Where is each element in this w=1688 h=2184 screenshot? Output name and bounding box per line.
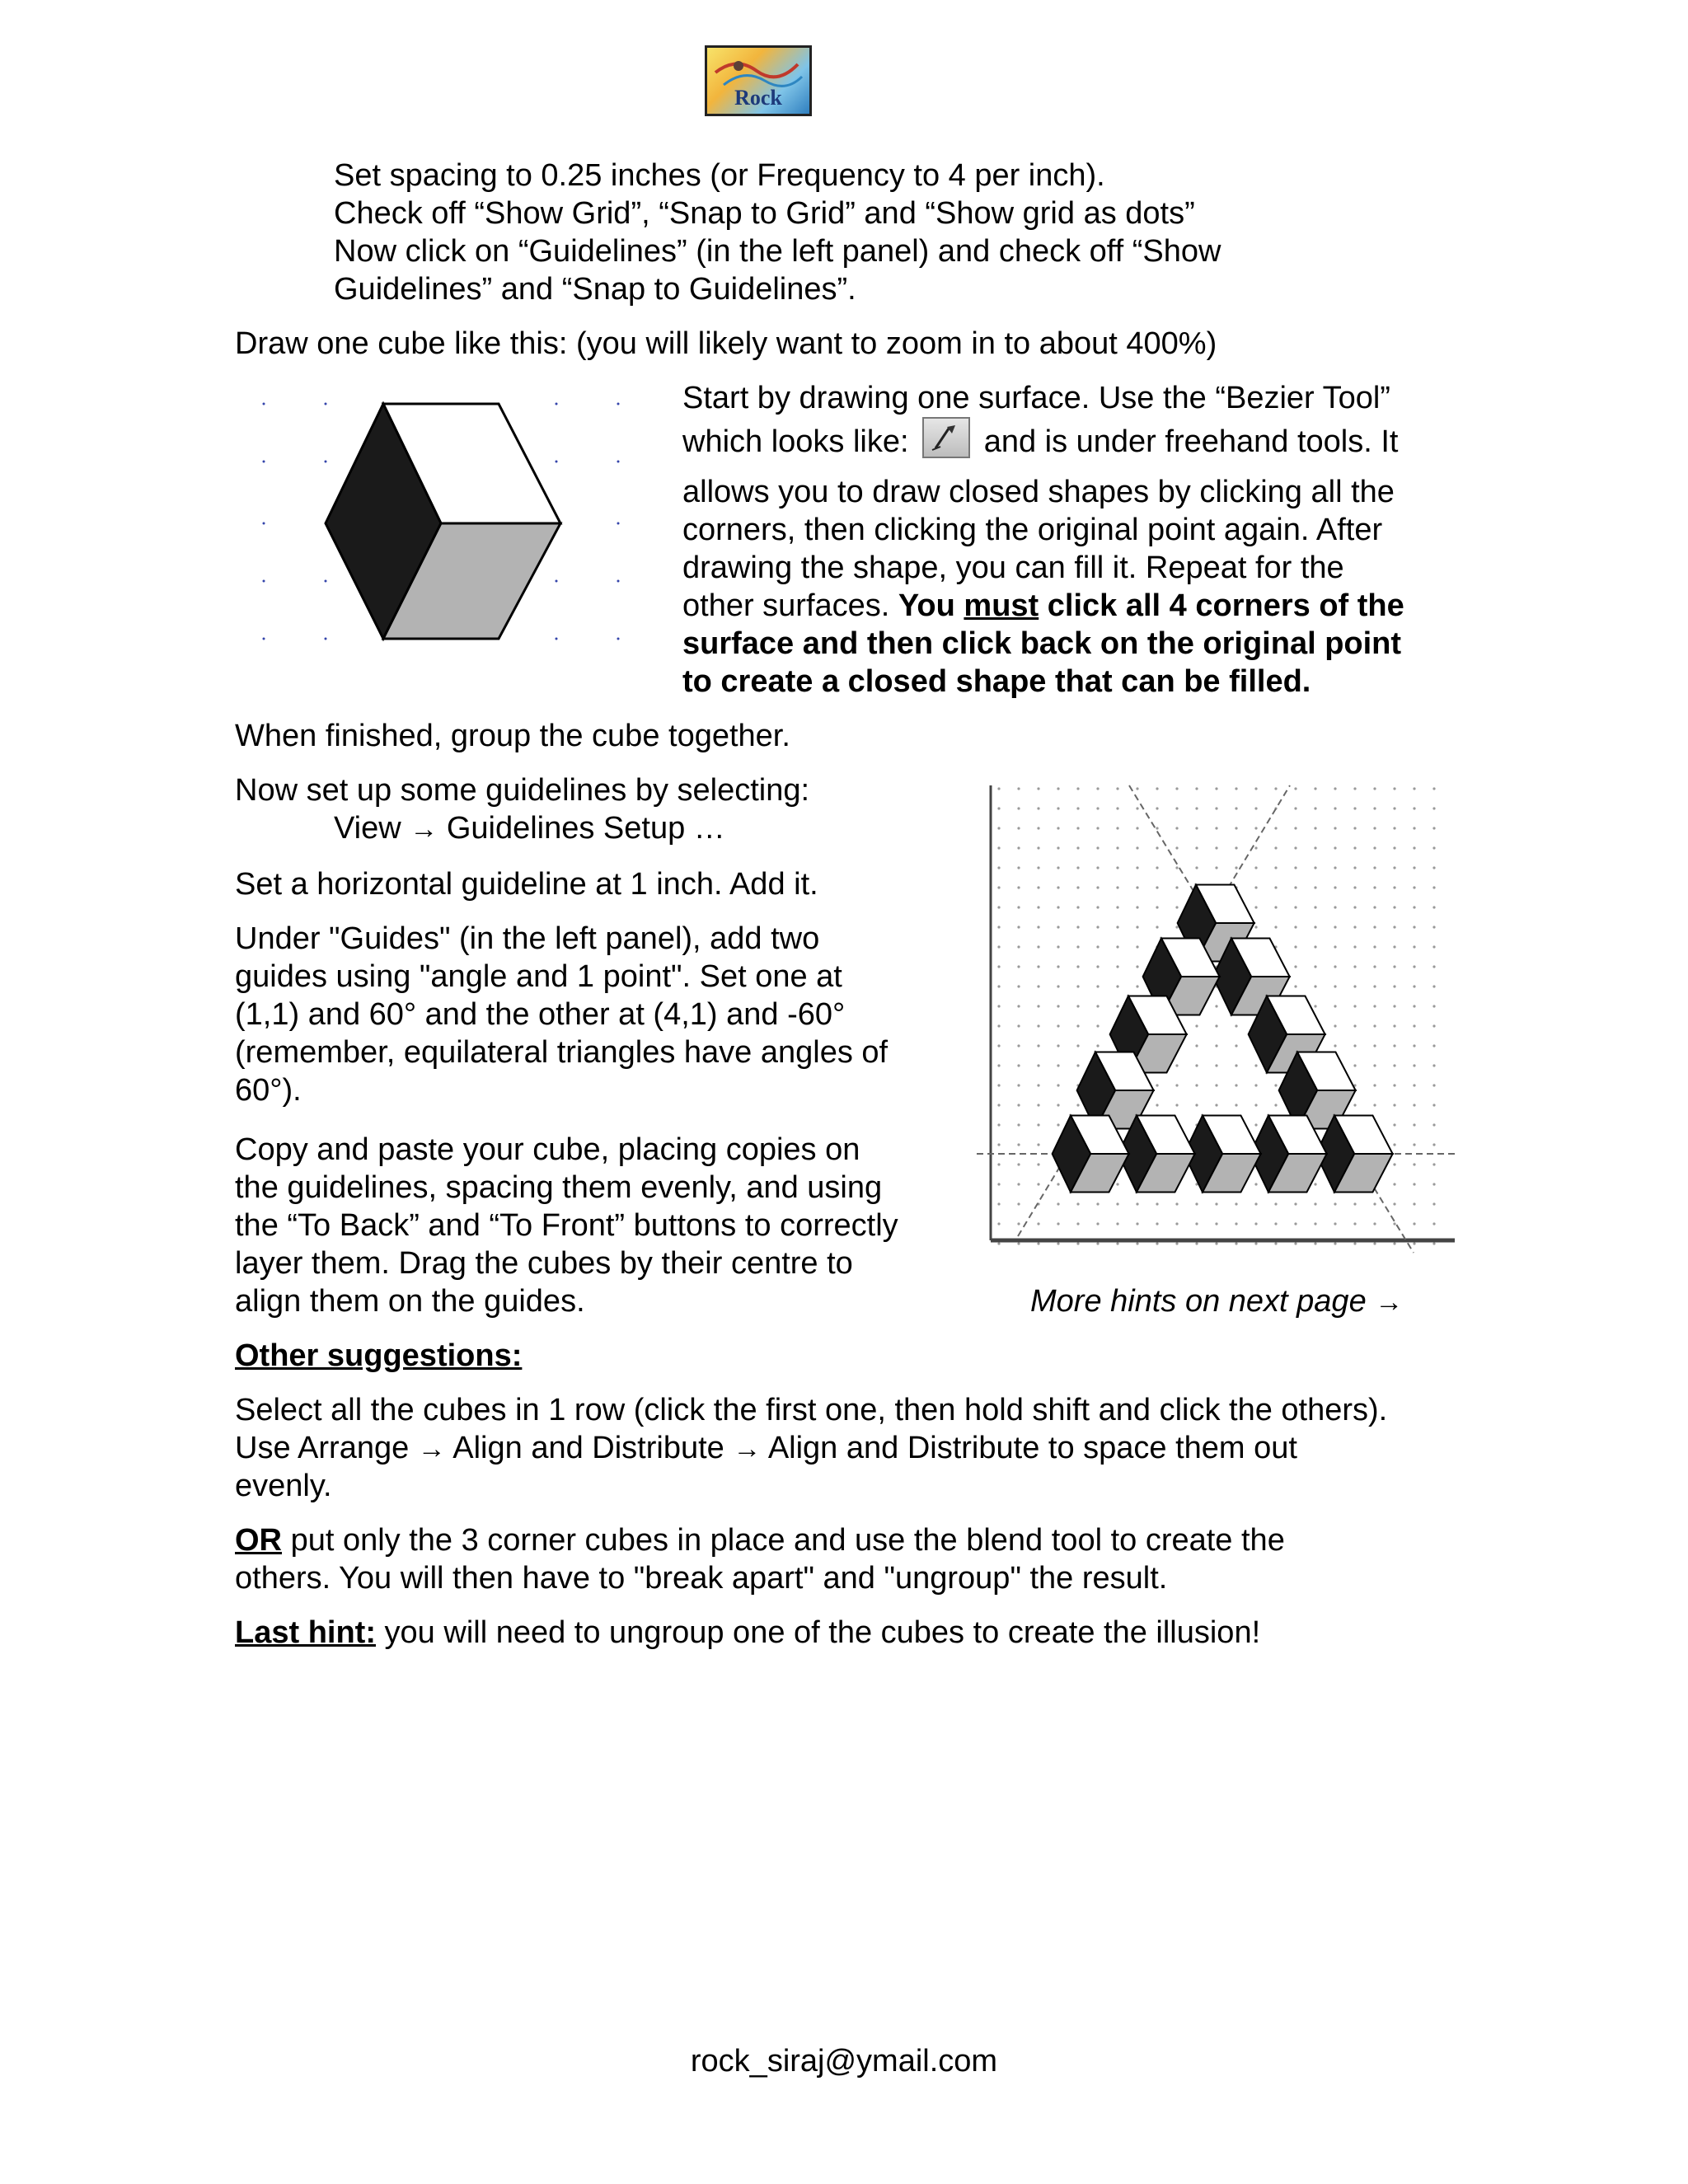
footer-email: rock_siraj@ymail.com: [690, 2044, 998, 2079]
guides-line-1: Under "Guides" (in the left panel), add two: [235, 921, 820, 956]
bezier-line-3: allows you to draw closed shapes by clicking all the: [682, 475, 1395, 509]
setup-line-2: Check off “Show Grid”, “Snap to Grid” and “Show grid as dots”: [334, 196, 1195, 231]
more-hints-text: [1030, 1282, 1403, 1321]
copy-line-3: the “To Back” and “To Front” buttons to correctly: [235, 1208, 898, 1243]
guides-line-3: (1,1) and 60° and the other at (4,1) and -60°: [235, 997, 846, 1032]
guides-line-5: 60°).: [235, 1073, 302, 1108]
bezier-line-2b: and is under freehand tools. It: [983, 424, 1399, 459]
last-hint: [235, 1614, 1260, 1652]
logo-text: Rock: [734, 86, 782, 110]
setup-line-3: Now click on “Guidelines” (in the left panel) and check off “Show: [334, 234, 1221, 269]
bezier-tool-icon[interactable]: [922, 417, 970, 458]
arrow-icon: →: [733, 1433, 762, 1465]
guidelines-line-2: [334, 809, 725, 848]
bezier-line-6a: other surfaces.: [682, 588, 890, 623]
view-menu-text: View: [334, 811, 401, 846]
or-line-1: [235, 1521, 1285, 1559]
select-line-3: evenly.: [235, 1469, 332, 1503]
other-suggestions-heading: Other suggestions:: [235, 1338, 523, 1373]
last-hint-text: you will need to ungroup one of the cubes to create the illusion!: [384, 1615, 1261, 1650]
bezier-line-6c: must: [964, 588, 1039, 623]
bezier-line-1: Start by drawing one surface. Use the “Bezier Tool”: [682, 381, 1390, 415]
or-line-2: others. You will then have to "break apart" and "ungroup" the result.: [235, 1561, 1168, 1596]
bezier-line-4: corners, then clicking the original point again. After: [682, 513, 1383, 547]
select-line-2c: Align and Distribute to space them out: [767, 1431, 1297, 1465]
setup-line-4: Guidelines” and “Snap to Guidelines”.: [334, 272, 856, 307]
bezier-line-6b: You: [898, 588, 955, 623]
impossible-triangle-figure: [973, 779, 1459, 1273]
copy-line-2: the guidelines, spacing them evenly, and using: [235, 1170, 883, 1205]
cube-group: [1053, 885, 1393, 1193]
or-line-1-text: put only the 3 corner cubes in place and use the blend tool to create the: [290, 1523, 1285, 1558]
copy-line-1: Copy and paste your cube, placing copies on: [235, 1132, 860, 1167]
last-hint-label: Last hint:: [235, 1615, 376, 1650]
guides-line-4: (remember, equilateral triangles have angles of: [235, 1035, 889, 1070]
or-label: OR: [235, 1523, 282, 1558]
guidelines-line-1: Now set up some guidelines by selecting:: [235, 773, 810, 808]
draw-cube-text: Draw one cube like this: (you will likely want to zoom in to about 400%): [235, 326, 1217, 361]
bezier-line-8: to create a closed shape that can be filled.: [682, 664, 1311, 699]
cube-figure: [247, 387, 635, 659]
arrow-icon: →: [1375, 1286, 1404, 1318]
select-line-2a: Use Arrange: [235, 1431, 410, 1465]
select-line-2: [235, 1429, 1297, 1468]
guides-line-2: guides using "angle and 1 point". Set one at: [235, 959, 842, 994]
select-line-2b: Align and Distribute: [452, 1431, 724, 1465]
bezier-line-6d: click all 4 corners of the: [1047, 588, 1404, 623]
group-text: When finished, group the cube together.: [235, 719, 790, 753]
horizontal-guideline-text: Set a horizontal guideline at 1 inch. Add it.: [235, 867, 818, 902]
bezier-line-2: [682, 417, 1398, 461]
bezier-line-7: surface and then click back on the original point: [682, 626, 1402, 661]
setup-line-1: Set spacing to 0.25 inches (or Frequency to 4 per inch).: [334, 158, 1105, 193]
arrow-icon: →: [417, 1433, 446, 1465]
bezier-line-6: [682, 587, 1404, 625]
bezier-line-5: drawing the shape, you can fill it. Repeat for the: [682, 551, 1344, 585]
guidelines-setup-text: Guidelines Setup …: [446, 811, 725, 846]
logo: [705, 45, 812, 116]
copy-line-4: layer them. Drag the cubes by their centre to: [235, 1246, 853, 1281]
select-line-1: Select all the cubes in 1 row (click the first one, then hold shift and click the others).: [235, 1393, 1388, 1427]
copy-line-5: align them on the guides.: [235, 1284, 585, 1319]
arrow-icon: →: [410, 813, 438, 845]
more-hints-label: More hints on next page: [1030, 1284, 1367, 1319]
bezier-line-2a: which looks like:: [682, 424, 909, 459]
